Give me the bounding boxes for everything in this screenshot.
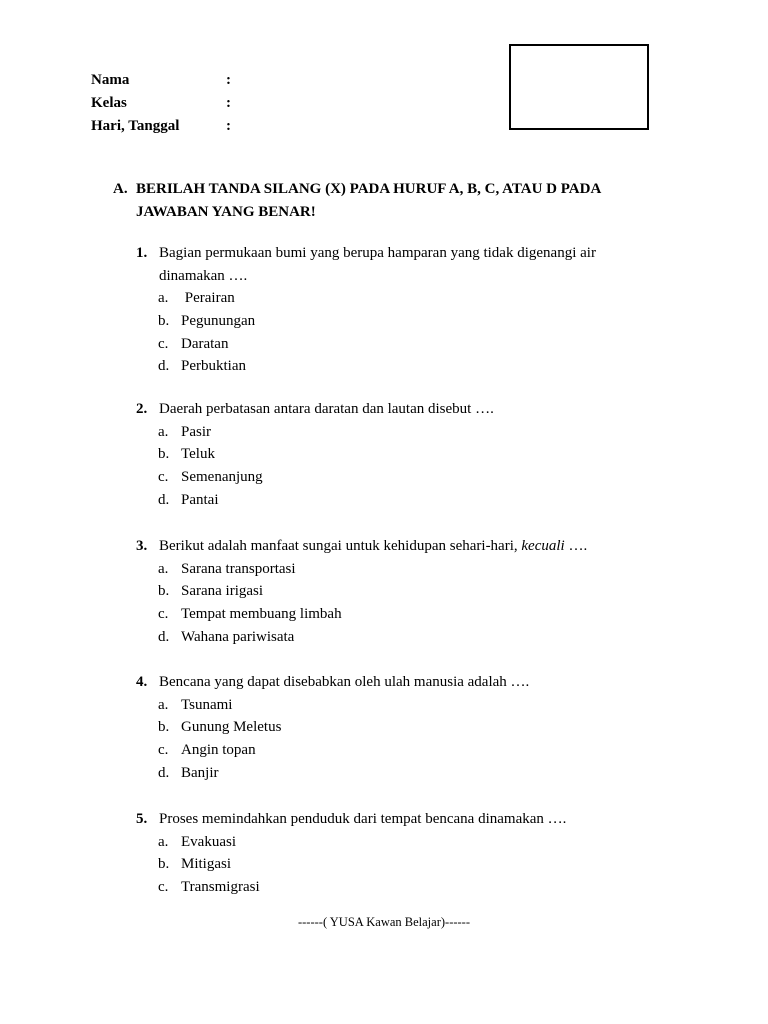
question-text-emphasis: kecuali <box>521 538 565 554</box>
option-letter: c. <box>158 335 169 352</box>
question-text: Bagian permukaan bumi yang berupa hamparan yang tidak digenangi air dinamakan …. <box>159 245 596 284</box>
class-colon: : <box>226 95 231 111</box>
option-text: Transmigrasi <box>181 879 260 896</box>
option-letter: a. <box>158 423 169 440</box>
option-letter: a. <box>158 290 169 307</box>
score-box <box>509 44 649 130</box>
option-text: Mitigasi <box>181 856 232 873</box>
option-text: Banjir <box>181 764 219 781</box>
option-text: Tsunami <box>181 696 233 713</box>
question-number: 3. <box>136 538 148 554</box>
option-letter: a. <box>158 833 169 850</box>
date-label: Hari, Tanggal <box>91 118 180 134</box>
question-text <box>159 535 649 558</box>
option-text: Pegunungan <box>181 313 256 330</box>
option-text: Angin topan <box>181 742 256 759</box>
option-letter: a. <box>158 560 169 577</box>
option-letter: b. <box>158 583 170 600</box>
option-text: Tempat membuang limbah <box>181 606 342 623</box>
option-text: Evakuasi <box>181 833 236 850</box>
question-number: 2. <box>136 401 148 417</box>
option-letter: d. <box>158 764 170 781</box>
option-letter: d. <box>158 358 170 375</box>
option-text: Pantai <box>181 491 219 508</box>
question-text: Proses memindahkan penduduk dari tempat bencana dinamakan …. <box>159 811 567 827</box>
option-text: Semenanjung <box>181 469 263 486</box>
date-colon: : <box>226 118 231 134</box>
option-text: Teluk <box>181 446 215 463</box>
page-footer: ------( YUSA Kawan Belajar)------ <box>297 915 471 929</box>
option-letter: b. <box>158 446 170 463</box>
option-letter: c. <box>158 469 169 486</box>
option-letter: b. <box>158 313 170 330</box>
question-number: 1. <box>136 245 148 261</box>
option-text: Perbuktian <box>181 358 246 375</box>
option-letter: c. <box>158 742 169 759</box>
section-title: BERILAH TANDA SILANG (X) PADA HURUF A, B, C, ATAU D PADA JAWABAN YANG BENAR! <box>136 181 601 220</box>
option-text: Daratan <box>181 335 229 352</box>
option-text: Wahana pariwisata <box>181 628 295 645</box>
option-letter: d. <box>158 491 170 508</box>
question-number: 4. <box>136 674 148 690</box>
name-label: Nama <box>91 72 130 88</box>
option-letter: c. <box>158 606 169 623</box>
option-letter: d. <box>158 628 170 645</box>
option-letter: b. <box>158 856 170 873</box>
section-letter: A. <box>113 181 128 197</box>
option-letter: b. <box>158 719 170 736</box>
question-text: Bencana yang dapat disebabkan oleh ulah manusia adalah …. <box>159 674 530 690</box>
question-text-main: Berikut adalah manfaat sungai untuk kehidupan sehari-hari, <box>159 538 522 554</box>
option-text: Gunung Meletus <box>181 719 282 736</box>
question-number: 5. <box>136 811 148 827</box>
option-text: Sarana irigasi <box>181 583 264 600</box>
option-text: Perairan <box>181 290 235 307</box>
option-letter: a. <box>158 696 169 713</box>
option-text: Sarana transportasi <box>181 560 296 577</box>
option-letter: c. <box>158 879 169 896</box>
option-text: Pasir <box>181 423 211 440</box>
name-colon: : <box>226 72 231 88</box>
class-label: Kelas <box>91 95 127 111</box>
question-text-end: …. <box>564 538 588 554</box>
question-text: Daerah perbatasan antara daratan dan lautan disebut …. <box>159 401 494 417</box>
